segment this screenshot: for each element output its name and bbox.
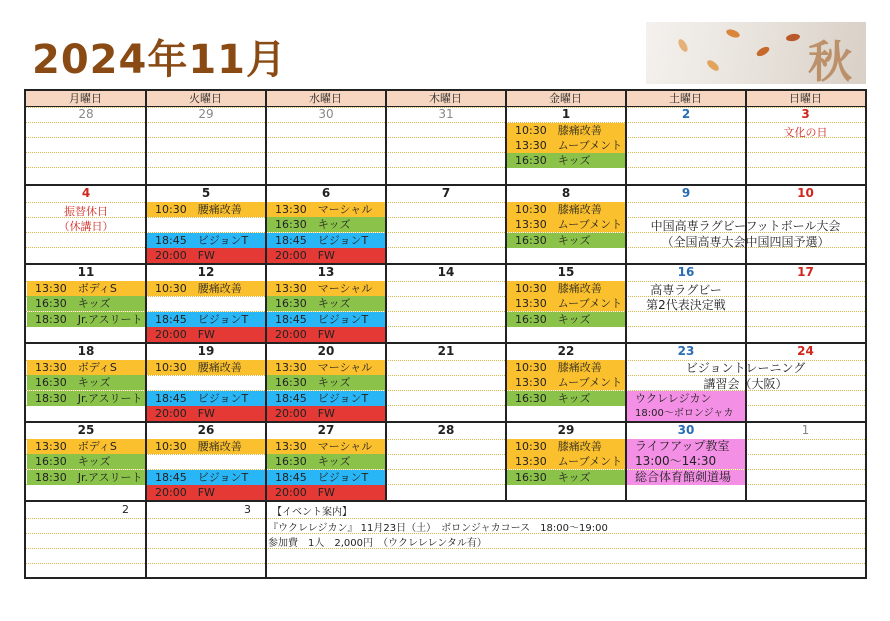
event-movement: 13:30 ムーブメント [507,454,625,469]
header-saturday: 土曜日 [626,91,746,106]
day-6: 6 [321,186,331,200]
event-vision: 18:45 ビジョンT [147,233,265,248]
event-fw: 20:00 FW [147,327,265,342]
event-kids: 16:30 キッズ [507,312,625,327]
day-4: 4 [81,186,91,200]
header-wednesday: 水曜日 [266,91,386,106]
event-martial: 13:30 マーシャル [267,202,385,217]
event-movement: 13:30 ムーブメント [507,375,625,390]
announcement-heading: 【イベント案内】 [272,507,352,518]
event-kids: 16:30 キッズ [507,153,625,168]
day-23: 23 [677,344,695,358]
announcement-line-2: 参加費 1人 2,000円 （ウクレレレンタル有） [268,538,487,549]
day-7: 7 [441,186,451,200]
day-25: 25 [77,423,95,437]
day-28: 28 [437,423,455,437]
event-movement: 13:30 ムーブメント [507,138,625,153]
event-body: 13:30 ボディS [27,439,145,454]
day-17: 17 [797,265,814,279]
event-waist: 10:30 腰痛改善 [147,360,265,375]
holiday-bunka: 文化の日 [783,126,828,139]
event-movement: 13:30 ムーブメント [507,217,625,232]
event-vision: 18:45 ビジョンT [147,391,265,406]
event-body: 13:30 ボディS [27,281,145,296]
event-martial: 13:30 マーシャル [267,360,385,375]
day-19: 19 [197,344,215,358]
day-dec-2: 2 [122,503,129,516]
event-kids: 16:30 キッズ [267,296,385,311]
event-knee: 10:30 膝痛改善 [507,202,625,217]
event-knee: 10:30 膝痛改善 [507,123,625,138]
day-22: 22 [557,344,575,358]
note-vision-title: ビジョントレーニング [685,361,806,375]
header-sunday: 日曜日 [746,91,865,106]
event-fw: 20:00 FW [147,406,265,421]
day-10: 10 [797,186,814,200]
event-kids: 16:30 キッズ [267,454,385,469]
event-fw: 20:00 FW [147,248,265,263]
event-knee: 10:30 膝痛改善 [507,360,625,375]
event-vision: 18:45 ビジョンT [267,391,385,406]
day-29: 29 [557,423,575,437]
day-8: 8 [561,186,571,200]
day-30: 30 [677,423,695,437]
event-athlete: 18:30 Jr.アスリート [27,391,145,406]
calendar-title: 2024年11月 [32,37,287,83]
header-monday: 月曜日 [26,91,146,106]
day-15: 15 [557,265,575,279]
day-27: 27 [317,423,335,437]
event-waist: 10:30 腰痛改善 [147,439,265,454]
header-tuesday: 火曜日 [146,91,266,106]
event-fw: 20:00 FW [267,327,385,342]
event-athlete: 18:30 Jr.アスリート [27,312,145,327]
event-ukulele-time: 18:00～ボロンジャカ [627,406,745,421]
event-lifeup: ライフアップ教室 [627,439,745,454]
event-movement: 13:30 ムーブメント [507,296,625,311]
day-3: 3 [801,107,810,121]
header-thursday: 木曜日 [386,91,506,106]
event-vision: 18:45 ビジョンT [267,312,385,327]
event-body: 13:30 ボディS [27,360,145,375]
note-kosen-title: 高専ラグビー [650,283,722,297]
day-20: 20 [317,344,335,358]
holiday-furikae: 振替休日 [64,205,108,218]
note-chugoku-sub: （全国高専大会中国四国予選） [661,235,830,249]
event-fw: 20:00 FW [267,248,385,263]
event-kids: 16:30 キッズ [507,470,625,485]
day-12: 12 [197,265,215,279]
event-fw: 20:00 FW [267,406,385,421]
event-waist: 10:30 腰痛改善 [147,281,265,296]
day-dec-1: 1 [801,423,810,437]
day-5: 5 [201,186,211,200]
event-fw: 20:00 FW [147,485,265,500]
event-waist: 10:30 腰痛改善 [147,202,265,217]
event-kids: 16:30 キッズ [27,454,145,469]
day-oct-29: 29 [198,107,214,121]
autumn-banner-image [646,22,866,84]
event-kids: 16:30 キッズ [507,233,625,248]
day-2: 2 [681,107,691,121]
event-athlete: 18:30 Jr.アスリート [27,470,145,485]
day-21: 21 [437,344,455,358]
event-kids: 16:30 キッズ [27,296,145,311]
day-24: 24 [797,344,814,358]
event-vision: 18:45 ビジョンT [267,233,385,248]
day-oct-28: 28 [78,107,94,121]
event-lifeup-time: 13:00～14:30 [627,454,745,469]
event-martial: 13:30 マーシャル [267,439,385,454]
day-14: 14 [437,265,455,279]
day-dec-3: 3 [244,503,251,516]
day-oct-30: 30 [318,107,334,121]
autumn-kanji: 秋 [808,37,852,84]
event-vision: 18:45 ビジョンT [147,470,265,485]
day-11: 11 [77,265,95,279]
event-kids: 16:30 キッズ [27,375,145,390]
event-knee: 10:30 膝痛改善 [507,439,625,454]
announcement-line-1: 『ウクレレジカン』 11月23日（土） ボロンジャカコース 18:00～19:00 [268,523,608,534]
event-martial: 13:30 マーシャル [267,281,385,296]
event-lifeup-place: 総合体育館剣道場 [627,470,745,485]
day-oct-31: 31 [438,107,454,121]
day-1: 1 [561,107,571,121]
event-kids: 16:30 キッズ [507,391,625,406]
event-kids: 16:30 キッズ [267,375,385,390]
event-kids: 16:30 キッズ [267,217,385,232]
day-26: 26 [197,423,215,437]
holiday-kyuko: （休講日） [58,220,114,233]
day-16: 16 [677,265,695,279]
event-vision: 18:45 ビジョンT [267,470,385,485]
event-knee: 10:30 膝痛改善 [507,281,625,296]
day-9: 9 [681,186,691,200]
note-kosen-sub: 第2代表決定戦 [646,298,726,312]
event-ukulele: ウクレレジカン [627,391,745,406]
note-vision-sub: 講習会（大阪） [703,377,788,391]
header-friday: 金曜日 [506,91,626,106]
day-18: 18 [77,344,95,358]
day-13: 13 [317,265,335,279]
note-chugoku-title: 中国高専ラグビーフットボール大会 [650,219,841,233]
event-vision: 18:45 ビジョンT [147,312,265,327]
event-fw: 20:00 FW [267,485,385,500]
calendar-grid [24,89,867,579]
